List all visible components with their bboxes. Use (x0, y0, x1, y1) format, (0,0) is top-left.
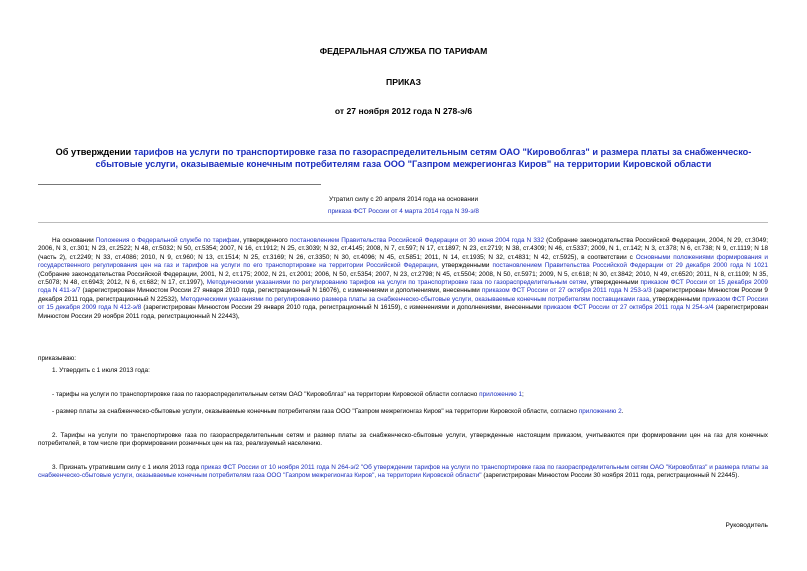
preamble-link[interactable]: приказом ФСТ России от 27 октября 2011 года N 254-э/4 (543, 304, 714, 312)
preamble-text: , утвержденными (437, 262, 493, 270)
preamble-text: (Собрание законодательства Российской Федерации, 2004, N 29, ст.3049; 2006, N 3, ст.301; N 23, ст.2522; N 48, ст.5032; N 50, ст.5354; 2007, N 16, ст.1912; N 25, ст.3039; N 32, ст.4145; 2008, N 7, ст.597; N 17, ст.1897; N 23, ст.2719; N 38, ст.4309; N 46, ст.5337; 2009, N 1, ст.142; N 3, ст.378; N 6, ст.738; N 9, ст.1119; N 18 (часть 2), ст.2249; N 33, ст.4086; 2010, N 9, ст.960; N 13, ст.1514; N 25, ст.3169; N 26, ст.3350; N 30, ст.4096; N 45, ст.5851; 2011, N 14, ст.1935; N 32, ст.4831; N 42, ст.5925), в соответствии с (38, 237, 769, 261)
preamble-text: , утвержденного (239, 237, 290, 244)
preamble-link[interactable]: постановлением Правительства Российской Федерации от 30 июня 2004 года N 332 (289, 237, 545, 244)
preamble-text: На основании (52, 237, 96, 244)
document-type: ПРИКАЗ (386, 77, 421, 87)
notice-divider (38, 222, 768, 223)
preamble-text: (зарегистрирован Минюстом России 9 декабря 2011 года, регистрационный N 22532), (38, 287, 768, 303)
title-divider (38, 184, 321, 185)
preamble-link[interactable]: Методическими указаниями по регулированию размера платы за снабженческо-сбытовые услуги, оказываемые конечным потребителям поставщиками газа (180, 295, 650, 303)
preamble-link[interactable]: приказом ФСТ России от 15 декабря 2009 года N 412-э/8 (38, 295, 768, 312)
preamble-link[interactable]: приказом ФСТ России от 27 октября 2011 года N 253-э/3 (481, 287, 652, 295)
preamble-text: (зарегистрирован Минюстом России 29 ноября 2011 года, регистрационный N 22443), (38, 304, 768, 320)
preamble-paragraph (38, 237, 768, 321)
agency-name: ФЕДЕРАЛЬНАЯ СЛУЖБА ПО ТАРИФАМ (319, 46, 488, 56)
item-2: 2. Тарифы на услуги по транспортировке газа по газораспределительным сетям и размер платы за снабженческо-сбытовые услуги, утвержденные настоящим приказом, учитываются при формировании цен на газ для конечных потребителей, в том числе при формировании розничных цен на газ, реализуемый населению. (38, 432, 768, 448)
order-word: приказываю: (38, 355, 76, 362)
item-3 (38, 464, 768, 481)
item-1a-end: ; (522, 391, 524, 398)
preamble-text: (Собрание законодательства Российской Федерации, 2001, N 2, ст.175; 2002, N 21, ст.2001; 2006, N 50, ст.5354; 2007, N 23, ст.2798; N 45, ст.5504; 2008, N 50, ст.5971; 2009, N 5, ст.618; N 30, ст.3842; 2010, N 49, ст.6520; 2011, N 8, ст.1109; N 35, ст.5078; N 48, ст.6943; 2012, N 6, ст.682; N 17, ст.1997), (38, 270, 768, 287)
preamble-link[interactable]: Основными положениями формирования и государственного регулирования цен на газ и тарифов на услуги по его транспортировке на территории Российской Федерации (38, 253, 769, 270)
preamble-text: , утвержденными (586, 279, 641, 287)
item-1b (52, 408, 768, 416)
appendix-1-link[interactable]: приложению 1 (479, 391, 523, 398)
preamble-text: , утвержденными (649, 295, 703, 303)
item-1b-text: - размер платы за снабженческо-сбытовые услуги, оказываемые конечным потребителям газа ООО "Газпром межрегионгаз Киров" на территории Кировской области, согласно (52, 408, 579, 415)
preamble-text: (зарегистрирован Минюстом России 27 января 2010 года, регистрационный N 16076), с изменениями и дополнениями, внесенными (80, 287, 482, 295)
item-3-text: 3. Признать утратившим силу с 1 июля 2013 года (52, 464, 201, 471)
preamble-link[interactable]: Положения о Федеральной службе по тарифам (95, 237, 240, 244)
loss-notice-link[interactable]: приказа ФСТ России от 4 марта 2014 года N 39-э/8 (328, 208, 479, 215)
document-date: от 27 ноября 2012 года N 278-э/6 (334, 106, 473, 116)
preamble-text: (зарегистрирован Минюстом России 29 января 2010 года, регистрационный N 16159), с изменениями и дополнениями, внесенными (141, 304, 544, 312)
item-3-end: (зарегистрирован Минюстом России 30 ноября 2011 года, регистрационный N 22445). (481, 472, 740, 480)
appendix-2-link[interactable]: приложению 2 (578, 408, 622, 415)
item-1: 1. Утвердить с 1 июля 2013 года: (52, 367, 150, 374)
loss-notice-text: Утратил силу с 20 апреля 2014 года на основании (328, 196, 479, 203)
item-1a-text: - тарифы на услуги по транспортировке газа по газораспределительным сетям ОАО "Кировоблгаз" на территории Кировской области согласно (52, 391, 480, 398)
preamble-link[interactable]: постановлением Правительства Российской Федерации от 29 декабря 2000 года N 1021 (492, 262, 768, 270)
document-title (40, 146, 767, 170)
preamble-link[interactable]: приказом ФСТ России от 15 декабря 2009 года N 411-э/7 (38, 279, 768, 295)
loss-notice-line (0, 207, 807, 217)
item-1b-end: . (621, 408, 624, 415)
title-link[interactable]: тарифов на услуги по транспортировке газа по газораспределительным сетям ОАО "Кировоблгаз" и размера платы за снабженческо-сбытовые услуги, оказываемые конечным потребителям газа ООО "Газпром межрегионгаз Киров" на территории Кировской области (95, 147, 752, 169)
preamble-link[interactable]: Методическими указаниями по регулированию тарифов на услуги по транспортировке газа по газораспределительным сетям (206, 279, 587, 287)
item-1a (52, 391, 768, 399)
title-prefix: Об утверждении (55, 147, 134, 157)
signature-title: Руководитель (725, 522, 768, 529)
repealed-order-link[interactable]: приказ ФСТ России от 10 ноября 2011 года N 264-э/2 "Об утверждении тарифов на услуги по транспортировке газа по газораспределительным сетям ОАО "Кировоблгаз" и размера платы за снабженческо-сбытовые услуги, оказываемые конечным потребителям газа ООО "Газпром межрегионгаз Киров", на территории Кировской области" (38, 464, 768, 480)
